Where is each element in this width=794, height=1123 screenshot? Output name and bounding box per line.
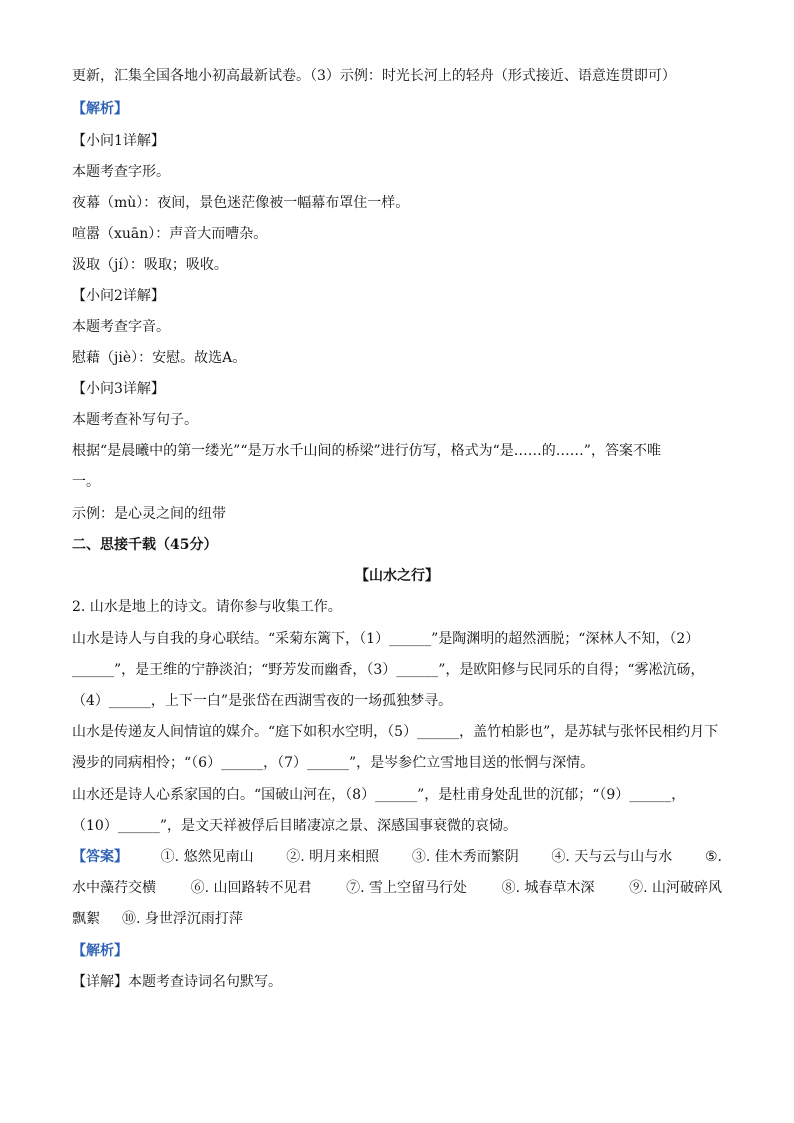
text-line: 慰藉（jiè）：安慰。故选A。	[72, 350, 247, 366]
text-line: 根据“是晨曦中的第一缕光”“是万水千山间的桥梁”进行仿写，格式为“是……的……”，答案不唯	[72, 443, 661, 459]
answers-row-1	[72, 847, 722, 867]
text-line: ______”，是王维的宁静淡泊；“野芳发而幽香，（3）______”，是欧阳修与民同乐的自得；“雾凇沆砀，	[72, 662, 705, 678]
answer-item: ①. 悠然见南山	[160, 849, 254, 865]
text-line: 【详解】本题考查诗词名句默写。	[72, 974, 282, 990]
answer-item: 飘絮	[72, 911, 100, 927]
section-label-analysis: 【解析】	[72, 101, 128, 117]
text-line: （10）______”，是文天祥被俘后目睹凄凉之景、深感国事衰微的哀恸。	[72, 818, 517, 834]
answer-item: ③. 佳木秀而繁阴	[411, 849, 519, 865]
answers-row-2	[72, 878, 722, 898]
section-label-answer: 【答案】	[72, 849, 128, 865]
text-line: 示例：是心灵之间的纽带	[72, 506, 226, 522]
text-line: 漫步的同病相怜；“（6）______，（7）______”，是岑参伫立雪地目送的怅惘与深情。	[72, 755, 595, 771]
answer-item: ⑤.	[704, 849, 722, 865]
text-line: 喧嚣（xuān）：声音大而嘈杂。	[72, 226, 268, 242]
question-stem: 2. 山水是地上的诗文。请你参与收集工作。	[72, 599, 342, 615]
answer-item: ⑦. 雪上空留马行处	[346, 880, 467, 896]
subquestion-heading: 【小问1详解】	[72, 133, 165, 149]
text-line: 山水是诗人与自我的身心联结。“采菊东篱下，（1）______”是陶渊明的超然洒脱；“深林人不知，（2）	[72, 631, 700, 647]
text-line: 夜幕（mù）：夜间，景色迷茫像被一幅幕布罩住一样。	[72, 195, 410, 211]
subsection-title: 【山水之行】	[355, 568, 439, 584]
text-line: 本题考查补写句子。	[72, 412, 198, 428]
text-line: 更新，汇集全国各地小初高最新试卷。（3）示例：时光长河上的轻舟（形式接近、语意连贯即可）	[72, 68, 676, 84]
subquestion-heading: 【小问2详解】	[72, 288, 165, 304]
text-line: 一。	[72, 474, 100, 490]
answers-row-3	[72, 909, 722, 929]
answer-item: ⑥. 山回路转不见君	[190, 880, 312, 896]
text-line: 山水是传递友人间情谊的媒介。“庭下如积水空明，（5）______，盖竹柏影也”，是苏轼与张怀民相约月下	[72, 724, 719, 740]
answer-item: ④. 天与云与山与水	[551, 849, 673, 865]
answer-item: ⑨. 山河破碎风	[629, 880, 722, 896]
answer-item: ⑧. 城春草木深	[501, 880, 595, 896]
section-heading: 二、思接千载（45分）	[72, 537, 218, 553]
subquestion-heading: 【小问3详解】	[72, 381, 165, 397]
text-line: 本题考查字音。	[72, 319, 170, 335]
answer-item: ⑩. 身世浮沉雨打萍	[122, 911, 243, 927]
text-line: 山水还是诗人心系家国的白。“国破山河在，（8）______”，是杜甫身处乱世的沉郁；“（9）______，	[72, 787, 686, 803]
answer-item: 水中藻荇交横	[72, 880, 156, 896]
text-line: 本题考查字形。	[72, 164, 170, 180]
text-line: 汲取（jí）：吸取；吸收。	[72, 257, 228, 273]
section-label-analysis: 【解析】	[72, 943, 128, 959]
answer-item: ②. 明月来相照	[286, 849, 380, 865]
text-line: （4）______，上下一白”是张岱在西湖雪夜的一场孤独梦寻。	[72, 693, 453, 709]
